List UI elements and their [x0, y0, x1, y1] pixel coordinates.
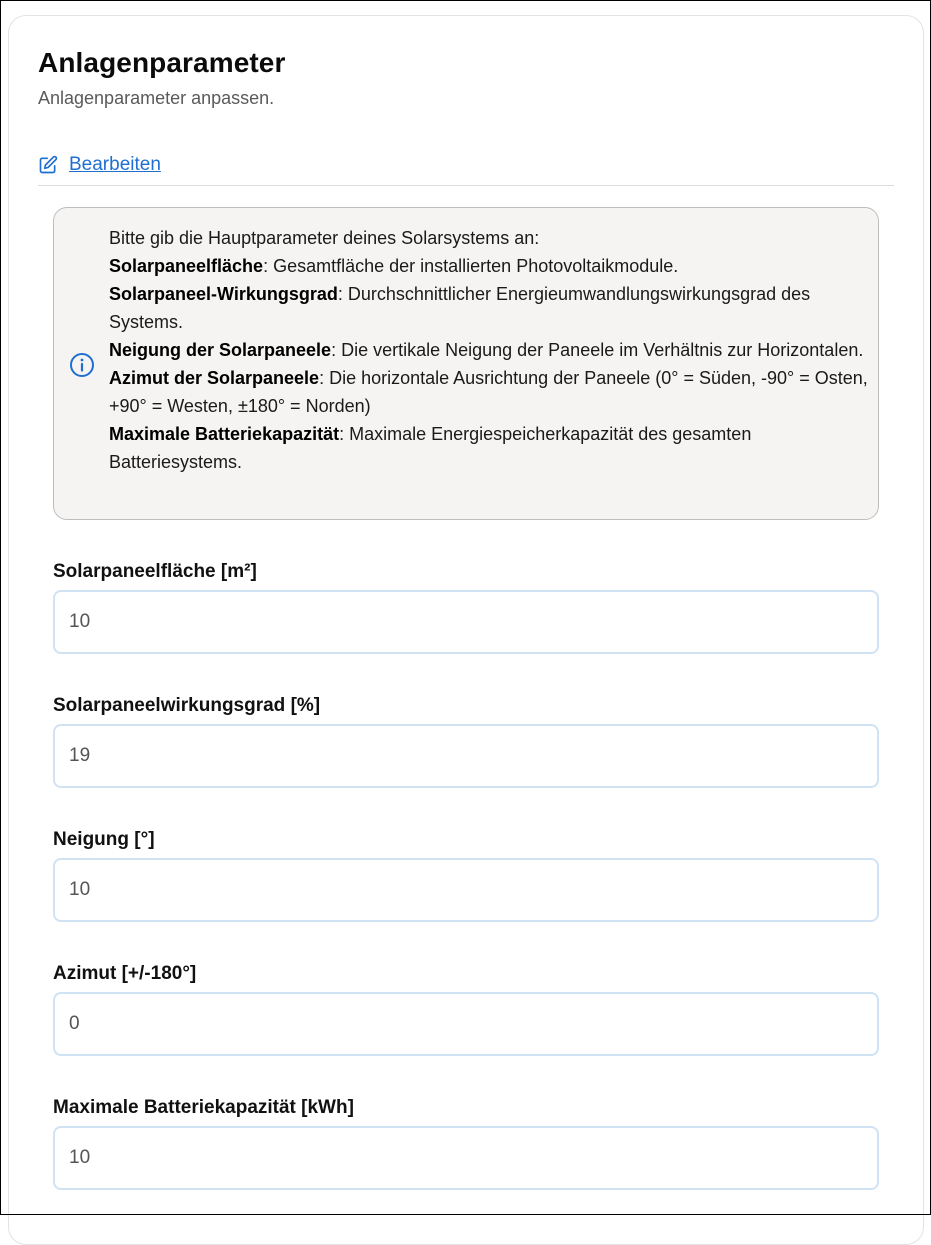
info-text: [109, 224, 869, 476]
section-divider: [38, 185, 894, 186]
info-item: [109, 420, 869, 476]
info-item: [109, 252, 869, 280]
info-term: Solarpaneelfläche: [109, 256, 264, 276]
solar-area-label: Solarpaneelfläche [m²]: [53, 561, 257, 582]
battery-capacity-label: Maximale Batteriekapazität [kWh]: [53, 1097, 354, 1118]
info-box: [53, 207, 879, 520]
info-desc: : Maximale Energiespeicherkapazität des gesamten Batteriesystems.: [109, 424, 752, 472]
solar-efficiency-label: Solarpaneelwirkungsgrad [%]: [53, 695, 321, 716]
info-term: Solarpaneel-Wirkungsgrad: [109, 284, 338, 304]
info-desc: : Gesamtfläche der installierten Photovoltaikmodule.: [263, 256, 679, 276]
info-term: Maximale Batteriekapazität: [109, 424, 340, 444]
tilt-input[interactable]: [53, 858, 879, 922]
info-item: [109, 336, 869, 364]
info-desc: : Die vertikale Neigung der Paneele im Verhältnis zur Horizontalen.: [331, 340, 864, 360]
page-title: Anlagenparameter: [38, 47, 286, 78]
azimuth-label: Azimut [+/-180°]: [53, 963, 197, 984]
info-icon: [69, 352, 95, 378]
info-item: [109, 364, 869, 420]
page-subtitle: Anlagenparameter anpassen.: [38, 88, 275, 108]
solar-efficiency-input[interactable]: [53, 724, 879, 788]
edit-link-label[interactable]: Bearbeiten: [69, 154, 161, 175]
info-desc: : Durchschnittlicher Energieumwandlungswirkungsgrad des Systems.: [109, 284, 811, 332]
info-item: [109, 280, 869, 336]
info-term: Neigung der Solarpaneele: [109, 340, 332, 360]
edit-button[interactable]: [38, 153, 161, 177]
battery-capacity-input[interactable]: [53, 1126, 879, 1190]
azimuth-input[interactable]: [53, 992, 879, 1056]
edit-icon: [38, 155, 58, 175]
info-intro: Bitte gib die Hauptparameter deines Solarsystems an:: [109, 228, 540, 248]
info-term: Azimut der Solarpaneele: [109, 368, 320, 388]
tilt-label: Neigung [°]: [53, 829, 155, 850]
solar-area-input[interactable]: [53, 590, 879, 654]
info-desc: : Die horizontale Ausrichtung der Paneele (0° = Süden, -90° = Osten, +90° = Westen, ±180° = Norden): [109, 368, 868, 416]
